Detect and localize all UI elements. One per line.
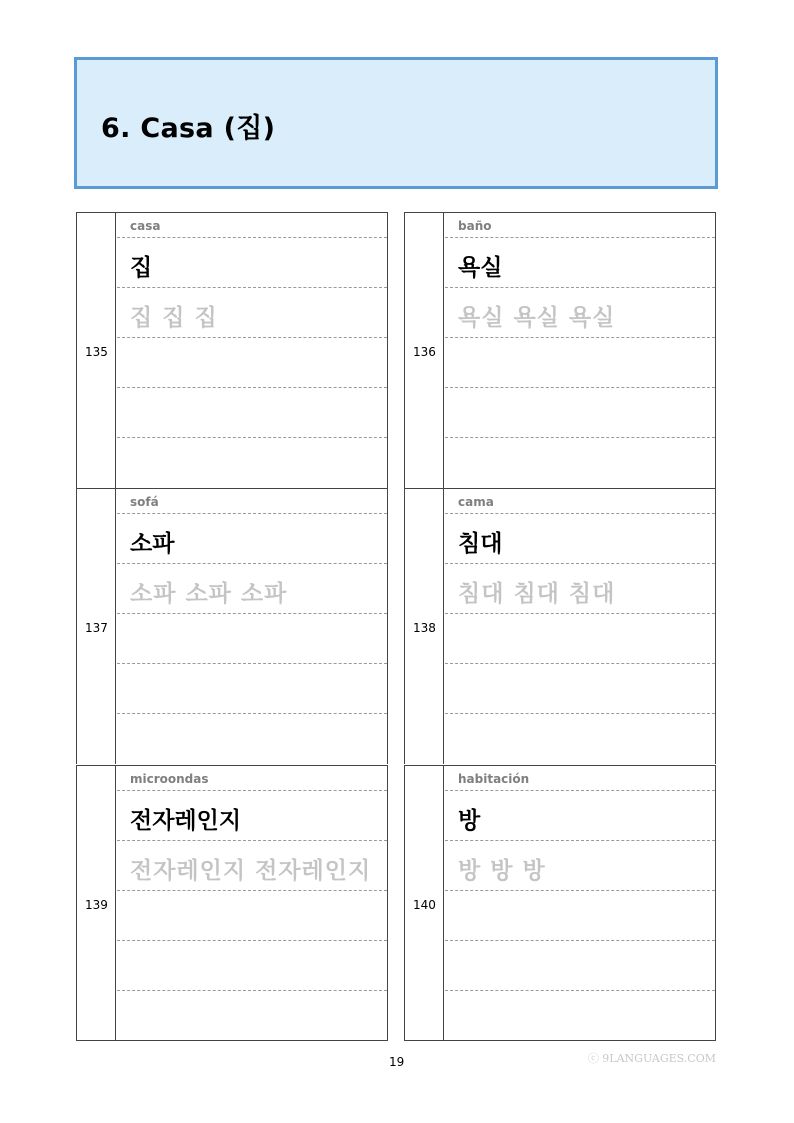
practice-line <box>445 991 715 1042</box>
vocab-card-136 <box>404 212 716 488</box>
meaning-text: cama <box>458 495 494 509</box>
practice-line <box>445 338 715 388</box>
vocab-card-138 <box>404 488 716 764</box>
meaning-text: habitación <box>458 772 530 786</box>
entry-number: 140 <box>413 898 436 912</box>
meaning-row <box>117 489 387 514</box>
meaning-text: microondas <box>130 772 209 786</box>
practice-line <box>117 664 387 714</box>
korean-word: 집 <box>130 255 153 281</box>
practice-line <box>445 614 715 664</box>
entry-number: 138 <box>413 621 436 635</box>
meaning-row <box>445 489 715 514</box>
entry-number: 139 <box>85 898 108 912</box>
practice-line <box>445 891 715 941</box>
word-row <box>445 514 715 564</box>
word-row <box>445 791 715 841</box>
trace-text: 침대 침대 침대 <box>458 581 616 607</box>
practice-line <box>117 614 387 664</box>
trace-text: 욕실 욕실 욕실 <box>458 305 616 331</box>
vocab-card-137 <box>76 488 388 764</box>
trace-text: 전자레인지 전자레인지 <box>130 858 372 884</box>
practice-line <box>445 941 715 991</box>
vocab-card-140 <box>404 765 716 1041</box>
meaning-row <box>445 213 715 238</box>
practice-line <box>445 664 715 714</box>
number-column <box>405 213 444 488</box>
vocab-card-135 <box>76 212 388 488</box>
copyright-notice: ⓒ 9LANGUAGES.COM <box>587 1052 716 1065</box>
entry-number: 136 <box>413 345 436 359</box>
entry-number: 137 <box>85 621 108 635</box>
trace-row <box>117 564 387 614</box>
practice-line <box>117 941 387 991</box>
number-column <box>77 766 116 1040</box>
meaning-text: casa <box>130 219 161 233</box>
page-number: 19 <box>389 1055 405 1069</box>
meaning-row <box>445 766 715 791</box>
trace-row <box>445 288 715 338</box>
meaning-text: baño <box>458 219 492 233</box>
korean-word: 욕실 <box>458 255 503 281</box>
word-row <box>117 238 387 288</box>
korean-word: 침대 <box>458 531 503 557</box>
meaning-text: sofá <box>130 495 159 509</box>
korean-word: 전자레인지 <box>130 808 242 834</box>
practice-line <box>117 388 387 438</box>
practice-line <box>117 338 387 388</box>
trace-text: 소파 소파 소파 <box>130 581 288 607</box>
word-row <box>117 791 387 841</box>
trace-row <box>445 564 715 614</box>
meaning-row <box>117 766 387 791</box>
practice-line <box>445 714 715 765</box>
vocab-card-139 <box>76 765 388 1041</box>
number-column <box>405 766 444 1040</box>
trace-text: 집 집 집 <box>130 305 218 331</box>
trace-text: 방 방 방 <box>458 858 546 884</box>
chapter-title: 6. Casa (집) <box>101 113 276 144</box>
trace-row <box>445 841 715 891</box>
number-column <box>77 213 116 488</box>
korean-word: 소파 <box>130 531 175 557</box>
practice-line <box>117 714 387 765</box>
practice-line <box>445 388 715 438</box>
trace-row <box>117 288 387 338</box>
practice-line <box>117 991 387 1042</box>
meaning-row <box>117 213 387 238</box>
practice-line <box>117 891 387 941</box>
chapter-header <box>74 57 718 189</box>
trace-row <box>117 841 387 891</box>
korean-word: 방 <box>458 808 481 834</box>
number-column <box>405 489 444 764</box>
number-column <box>77 489 116 764</box>
word-row <box>117 514 387 564</box>
practice-line <box>445 438 715 489</box>
entry-number: 135 <box>85 345 108 359</box>
word-row <box>445 238 715 288</box>
practice-line <box>117 438 387 489</box>
